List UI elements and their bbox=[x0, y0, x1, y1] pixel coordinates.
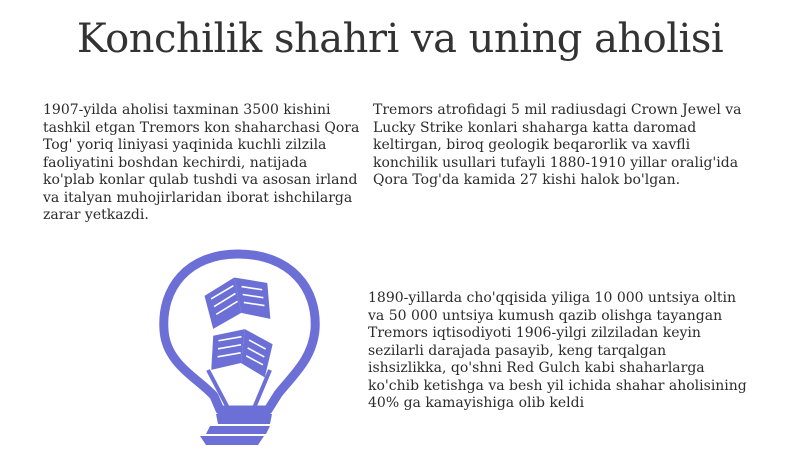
paragraph-mines: Tremors atrofidagi 5 mil radiusdagi Crown Jewel va Lucky Strike konlari shaharga katta daromad keltirgan, biroq geologik beqarorlik va xavfli konchilik usullari tufayli 1880-1910 yillar oralig'ida Qora Tog'da kamida 27 kishi halok bo'lgan. bbox=[373, 102, 742, 188]
lightbulb-book-icon bbox=[150, 248, 325, 448]
page-title: Konchilik shahri va uning aholisi bbox=[76, 16, 724, 62]
paragraph-earthquake: 1907-yilda aholisi taxminan 3500 kishini tashkil etgan Tremors kon shaharchasi Qora Tog' yoriq liniyasi yaqinida kuchli zilzila faoliyatini boshdan kechirdi, natijada ko'plab konlar qulab tushdi va asosan irland va italyan muhojirlaridan iborat ishchilarga zarar yetkazdi. bbox=[43, 102, 360, 223]
paragraph-economy: 1890-yillarda cho'qqisida yiliga 10 000 untsiya oltin va 50 000 untsiya kumush qazib olishga tayangan Tremors iqtisodiyoti 1906-yilgi zilziladan keyin sezilarli darajada pasayib, keng tarqalgan ishsizlikka, qo'shni Red Gulch kabi shaharlarga ko'chib ketishga va besh yil ichida shahar aholisining 40% ga kamayishiga olib keldi bbox=[368, 290, 747, 411]
